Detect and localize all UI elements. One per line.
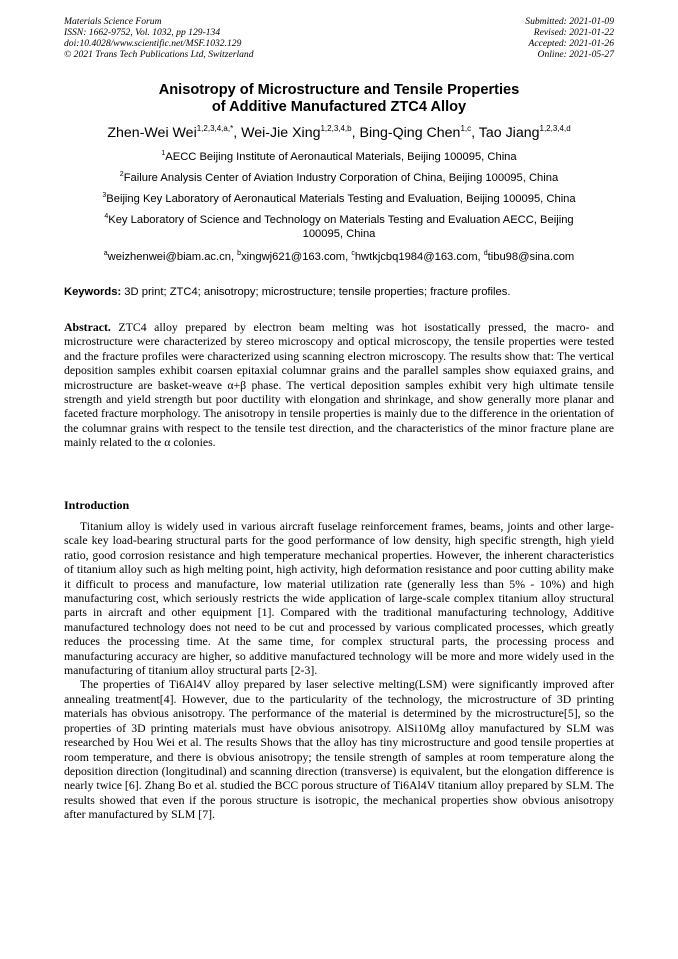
email-marker: c bbox=[351, 250, 355, 257]
title-line-1: Anisotropy of Microstructure and Tensile Properties bbox=[158, 82, 520, 98]
affiliation-text: Beijing Key Laboratory of Aeronautical Materials Testing and Evaluation, Beijing 100095, China bbox=[106, 193, 576, 205]
author-affil-marker: 1,2,3,4,d bbox=[539, 124, 571, 133]
affiliation-number: 3 bbox=[102, 192, 107, 199]
author-affil-marker: 1,c bbox=[460, 124, 472, 133]
author-list bbox=[40, 124, 638, 142]
email-link[interactable]: weizhenwei@biam.ac.cn bbox=[107, 251, 231, 263]
author-affil-marker: 1,2,3,4,b bbox=[320, 124, 352, 133]
affiliation-number: 2 bbox=[119, 171, 124, 178]
author-affil-marker: 1,2,3,4,a,* bbox=[196, 124, 234, 133]
affiliation bbox=[60, 192, 618, 206]
author-separator: , bbox=[471, 125, 479, 141]
journal-copyright: © 2021 Trans Tech Publications Ltd, Switzerland bbox=[64, 49, 254, 60]
abstract-section bbox=[64, 320, 614, 450]
journal-name: Materials Science Forum bbox=[64, 16, 162, 27]
affiliation bbox=[60, 171, 618, 185]
abstract-text: ZTC4 alloy prepared by electron beam melting was hot isostatically pressed, the macro- and microstructure were characterized by stereo microscopy and optical microscopy, the tensile properties were tested and the fracture profiles were characterized using scanning electron microscopy. The results show that: The vertical deposition samples exhibit coarsen epitaxial columnar grains and the parallel samples show equiaxed grains, and microstructure are basket-weave α+β phase. The vertical deposition samples exhibit very high ultimate tensile strength and yield strength but poor ductility with elongation and shrinkage, and show generally more planar and faceted fracture morphology. The anisotropy in tensile properties is mainly due to the difference in the orientation of the columnar grains with respect to the tensile test direction, and the characteristics of the minor fracture plane are mainly related to the α colonies. bbox=[64, 320, 614, 450]
date-online: Online: 2021-05-27 bbox=[537, 49, 614, 60]
journal-issn: ISSN: 1662-9752, Vol. 1032, pp 129-134 bbox=[64, 27, 221, 38]
affiliation-text: Key Laboratory of Science and Technology on Materials Testing and Evaluation AECC, Beijing 100095, China bbox=[108, 214, 574, 240]
author-separator: , bbox=[351, 125, 360, 141]
paper-title bbox=[64, 82, 614, 116]
author bbox=[479, 125, 571, 141]
title-line-2: of Additive Manufactured ZTC4 Alloy bbox=[211, 99, 467, 115]
email-link[interactable]: hwtkjcbq1984@163.com bbox=[354, 251, 478, 263]
affiliation-number: 1 bbox=[161, 150, 166, 157]
affiliation bbox=[60, 213, 618, 241]
submission-dates bbox=[525, 16, 614, 60]
affiliation-number: 4 bbox=[104, 213, 109, 220]
author-separator: , bbox=[233, 125, 242, 141]
date-accepted: Accepted: 2021-01-26 bbox=[528, 38, 614, 49]
paragraph: Titanium alloy is widely used in various aircraft fuselage reinforcement frames, beams, joints and other large-scale key load-bearing structural parts for the good performance of low density, high specific strength, high yield ratio, good corrosion resistance and high temperature mechanical properties. However, the inherent characteristics of titanium alloy such as high melting point, high activity, high deformation resistance and poor cutting ability make it difficult to process and manufacture, low material utilization rate (generally less than 5% - 10%) and high manufacturing cost, which seriously restricts the wide application of large-scale complex titanium alloy structural parts in aircraft and other equipment [1]. Compared with the traditional manufacturing technology, Additive manufactured technology does not need to be cut and processed by various complicated processes, which greatly reduces the processing time. At the same time, for complex structural parts, the processing process and manufacturing accuracy are higher, so additive manufactured technology will be more and more widely used in the manufacturing of titanium alloy structural parts [2-3]. bbox=[64, 519, 614, 678]
author-name: Tao Jiang bbox=[478, 125, 540, 141]
keywords-label: Keywords: bbox=[64, 286, 122, 298]
email-link[interactable]: xingwj621@163.com bbox=[241, 251, 346, 263]
author bbox=[360, 125, 479, 141]
author bbox=[241, 125, 359, 141]
affiliation-text: Failure Analysis Center of Aviation Industry Corporation of China, Beijing 100095, China bbox=[123, 172, 559, 184]
date-revised: Revised: 2021-01-22 bbox=[533, 27, 614, 38]
affiliation-text: AECC Beijing Institute of Aeronautical Materials, Beijing 100095, China bbox=[165, 151, 517, 163]
email-marker: d bbox=[483, 250, 488, 257]
abstract-label: Abstract. bbox=[64, 320, 111, 334]
email-separator: , bbox=[345, 251, 352, 263]
author-name: Zhen-Wei Wei bbox=[107, 125, 197, 141]
author bbox=[107, 125, 241, 141]
email-separator: , bbox=[477, 251, 484, 263]
introduction-body bbox=[64, 519, 614, 822]
affiliation-list bbox=[60, 150, 618, 248]
email-marker: b bbox=[237, 250, 242, 257]
introduction-heading: Introduction bbox=[64, 498, 130, 512]
email-separator: , bbox=[230, 251, 238, 263]
affiliation bbox=[60, 150, 618, 164]
journal-info bbox=[64, 16, 254, 60]
email-marker: a bbox=[103, 250, 108, 257]
email-link[interactable]: tibu98@sina.com bbox=[487, 251, 575, 263]
date-submitted: Submitted: 2021-01-09 bbox=[525, 16, 614, 27]
keywords-section bbox=[64, 285, 614, 299]
keywords-text: 3D print; ZTC4; anisotropy; microstructure; tensile properties; fracture profiles. bbox=[121, 286, 511, 298]
email-list bbox=[40, 250, 638, 264]
author-name: Wei-Jie Xing bbox=[241, 125, 321, 141]
paragraph: The properties of Ti6Al4V alloy prepared by laser selective melting(LSM) were significantly improved after annealing treatment[4]. However, due to the particularity of the technology, the microstructure of 3D printing materials has obvious anisotropy. The performance of the material is determined by the microstructure[5], so the properties of 3D printing materials must have obvious anisotropy. AlSi10Mg alloy manufactured by SLM was researched by Hou Wei et al. The results Shows that the alloy has tiny microstructure and good tensile properties at room temperature, and there is obvious anisotropy; the tensile strength of samples at room temperature along the deposition direction (longitudinal) and scanning direction (transverse) is equivalent, but the elongation difference is nearly twice [6]. Zhang Bo et al. studied the BCC porous structure of Ti6Al4V titanium alloy prepared by SLM. The results showed that even if the porous structure is isotropic, the mechanical properties show obvious anisotropy after manufactured by SLM [7]. bbox=[64, 677, 615, 822]
journal-doi: doi:10.4028/www.scientific.net/MSF.1032.129 bbox=[64, 38, 242, 49]
author-name: Bing-Qing Chen bbox=[359, 125, 461, 141]
